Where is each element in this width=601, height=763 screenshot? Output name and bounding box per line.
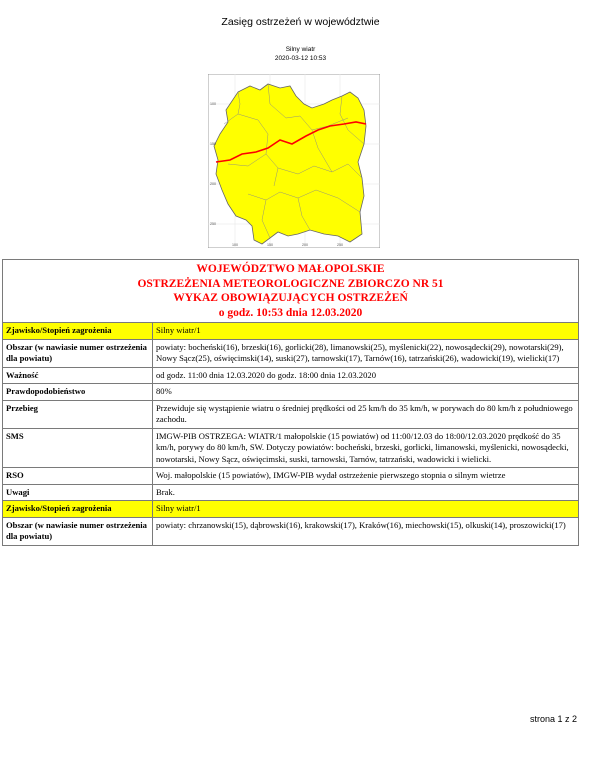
table-row bbox=[3, 367, 579, 384]
warnings-table bbox=[2, 259, 579, 546]
row-value: Silny wiatr/1 bbox=[153, 323, 579, 340]
table-row bbox=[3, 484, 579, 501]
x-tick-label: 200 bbox=[302, 243, 308, 247]
table-row bbox=[3, 323, 579, 340]
row-value: IMGW-PIB OSTRZEGA: WIATR/1 małopolskie (15 powiatów) od 11:00/12.03 do 18:00/12.03.2020 prędkość do 35 km/h, porywy do 80 km/h, SW. Dotyczy powiatów: bocheński, brzeski, gorlicki, limanowski, myślenicki, nowosądecki, nowotarski, Nowy Sącz, oświęcimski, suski, tarnowski, Tarnów, tatrzański, wadowicki i wielicki. bbox=[153, 428, 579, 468]
row-value: od godz. 11:00 dnia 12.03.2020 do godz. 18:00 dnia 12.03.2020 bbox=[153, 367, 579, 384]
y-tick-label: 250 bbox=[210, 222, 216, 226]
row-label: Prawdopodobieństwo bbox=[3, 384, 153, 401]
header-bulletin: OSTRZEŻENIA METEOROLOGICZNE ZBIORCZO NR 51 bbox=[137, 277, 444, 290]
y-tick-label: 200 bbox=[210, 182, 216, 186]
table-row bbox=[3, 339, 579, 367]
table-row bbox=[3, 517, 579, 545]
row-label: Obszar (w nawiasie numer ostrzeżenia dla powiatu) bbox=[3, 339, 153, 367]
row-label: Uwagi bbox=[3, 484, 153, 501]
x-tick-label: 150 bbox=[267, 243, 273, 247]
x-tick-label: 250 bbox=[337, 243, 343, 247]
warnings-header bbox=[3, 260, 579, 323]
x-tick-label: 100 bbox=[232, 243, 238, 247]
row-value: Przewiduje się wystąpienie wiatru o średniej prędkości od 25 km/h do 35 km/h, w porywach do 80 km/h z południowego zachodu. bbox=[153, 400, 579, 428]
row-value: Silny wiatr/1 bbox=[153, 501, 579, 518]
header-voivodeship: WOJEWÓDZTWO MAŁOPOLSKIE bbox=[196, 263, 385, 275]
table-row bbox=[3, 468, 579, 485]
page-number: strona 1 z 2 bbox=[529, 714, 577, 724]
row-label: Zjawisko/Stopień zagrożenia bbox=[3, 323, 153, 340]
table-row bbox=[3, 400, 579, 428]
header-list-title: WYKAZ OBOWIĄZUJĄCYCH OSTRZEŻEŃ bbox=[173, 292, 408, 304]
table-header-row bbox=[3, 260, 579, 323]
table-row bbox=[3, 384, 579, 401]
row-label: Obszar (w nawiasie numer ostrzeżenia dla powiatu) bbox=[3, 517, 153, 545]
row-value: Brak. bbox=[153, 484, 579, 501]
row-value: 80% bbox=[153, 384, 579, 401]
header-datetime: o godz. 10:53 dnia 12.03.2020 bbox=[218, 306, 363, 319]
row-value: powiaty: bocheński(16), brzeski(16), gorlicki(28), limanowski(25), myślenicki(22), nowosądecki(29), nowotarski(29), Nowy Sącz(25), oświęcimski(14), suski(27), tarnowski(17), Tarnów(16), tatrzański(26), wadowicki(19), wielicki(17) bbox=[153, 339, 579, 367]
row-label: Zjawisko/Stopień zagrożenia bbox=[3, 501, 153, 518]
row-value: powiaty: chrzanowski(15), dąbrowski(16), krakowski(17), Kraków(16), miechowski(15), olkuski(14), proszowicki(17) bbox=[153, 517, 579, 545]
row-value: Woj. małopolskie (15 powiatów), IMGW-PIB wydał ostrzeżenie pierwszego stopnia o silnym wietrze bbox=[153, 468, 579, 485]
table-row bbox=[3, 428, 579, 468]
y-tick-label: 150 bbox=[210, 142, 216, 146]
map-subtitle-datetime: 2020-03-12 10:53 bbox=[274, 55, 327, 62]
row-label: SMS bbox=[3, 428, 153, 468]
map-subtitle-phenomenon: Silny wiatr bbox=[285, 46, 316, 53]
row-label: Ważność bbox=[3, 367, 153, 384]
page-title: Zasięg ostrzeżeń w województwie bbox=[221, 16, 380, 28]
table-row bbox=[3, 501, 579, 518]
warning-map-svg bbox=[208, 74, 380, 248]
row-label: RSO bbox=[3, 468, 153, 485]
y-tick-label: 100 bbox=[210, 102, 216, 106]
warning-map bbox=[208, 74, 380, 248]
row-label: Przebieg bbox=[3, 400, 153, 428]
